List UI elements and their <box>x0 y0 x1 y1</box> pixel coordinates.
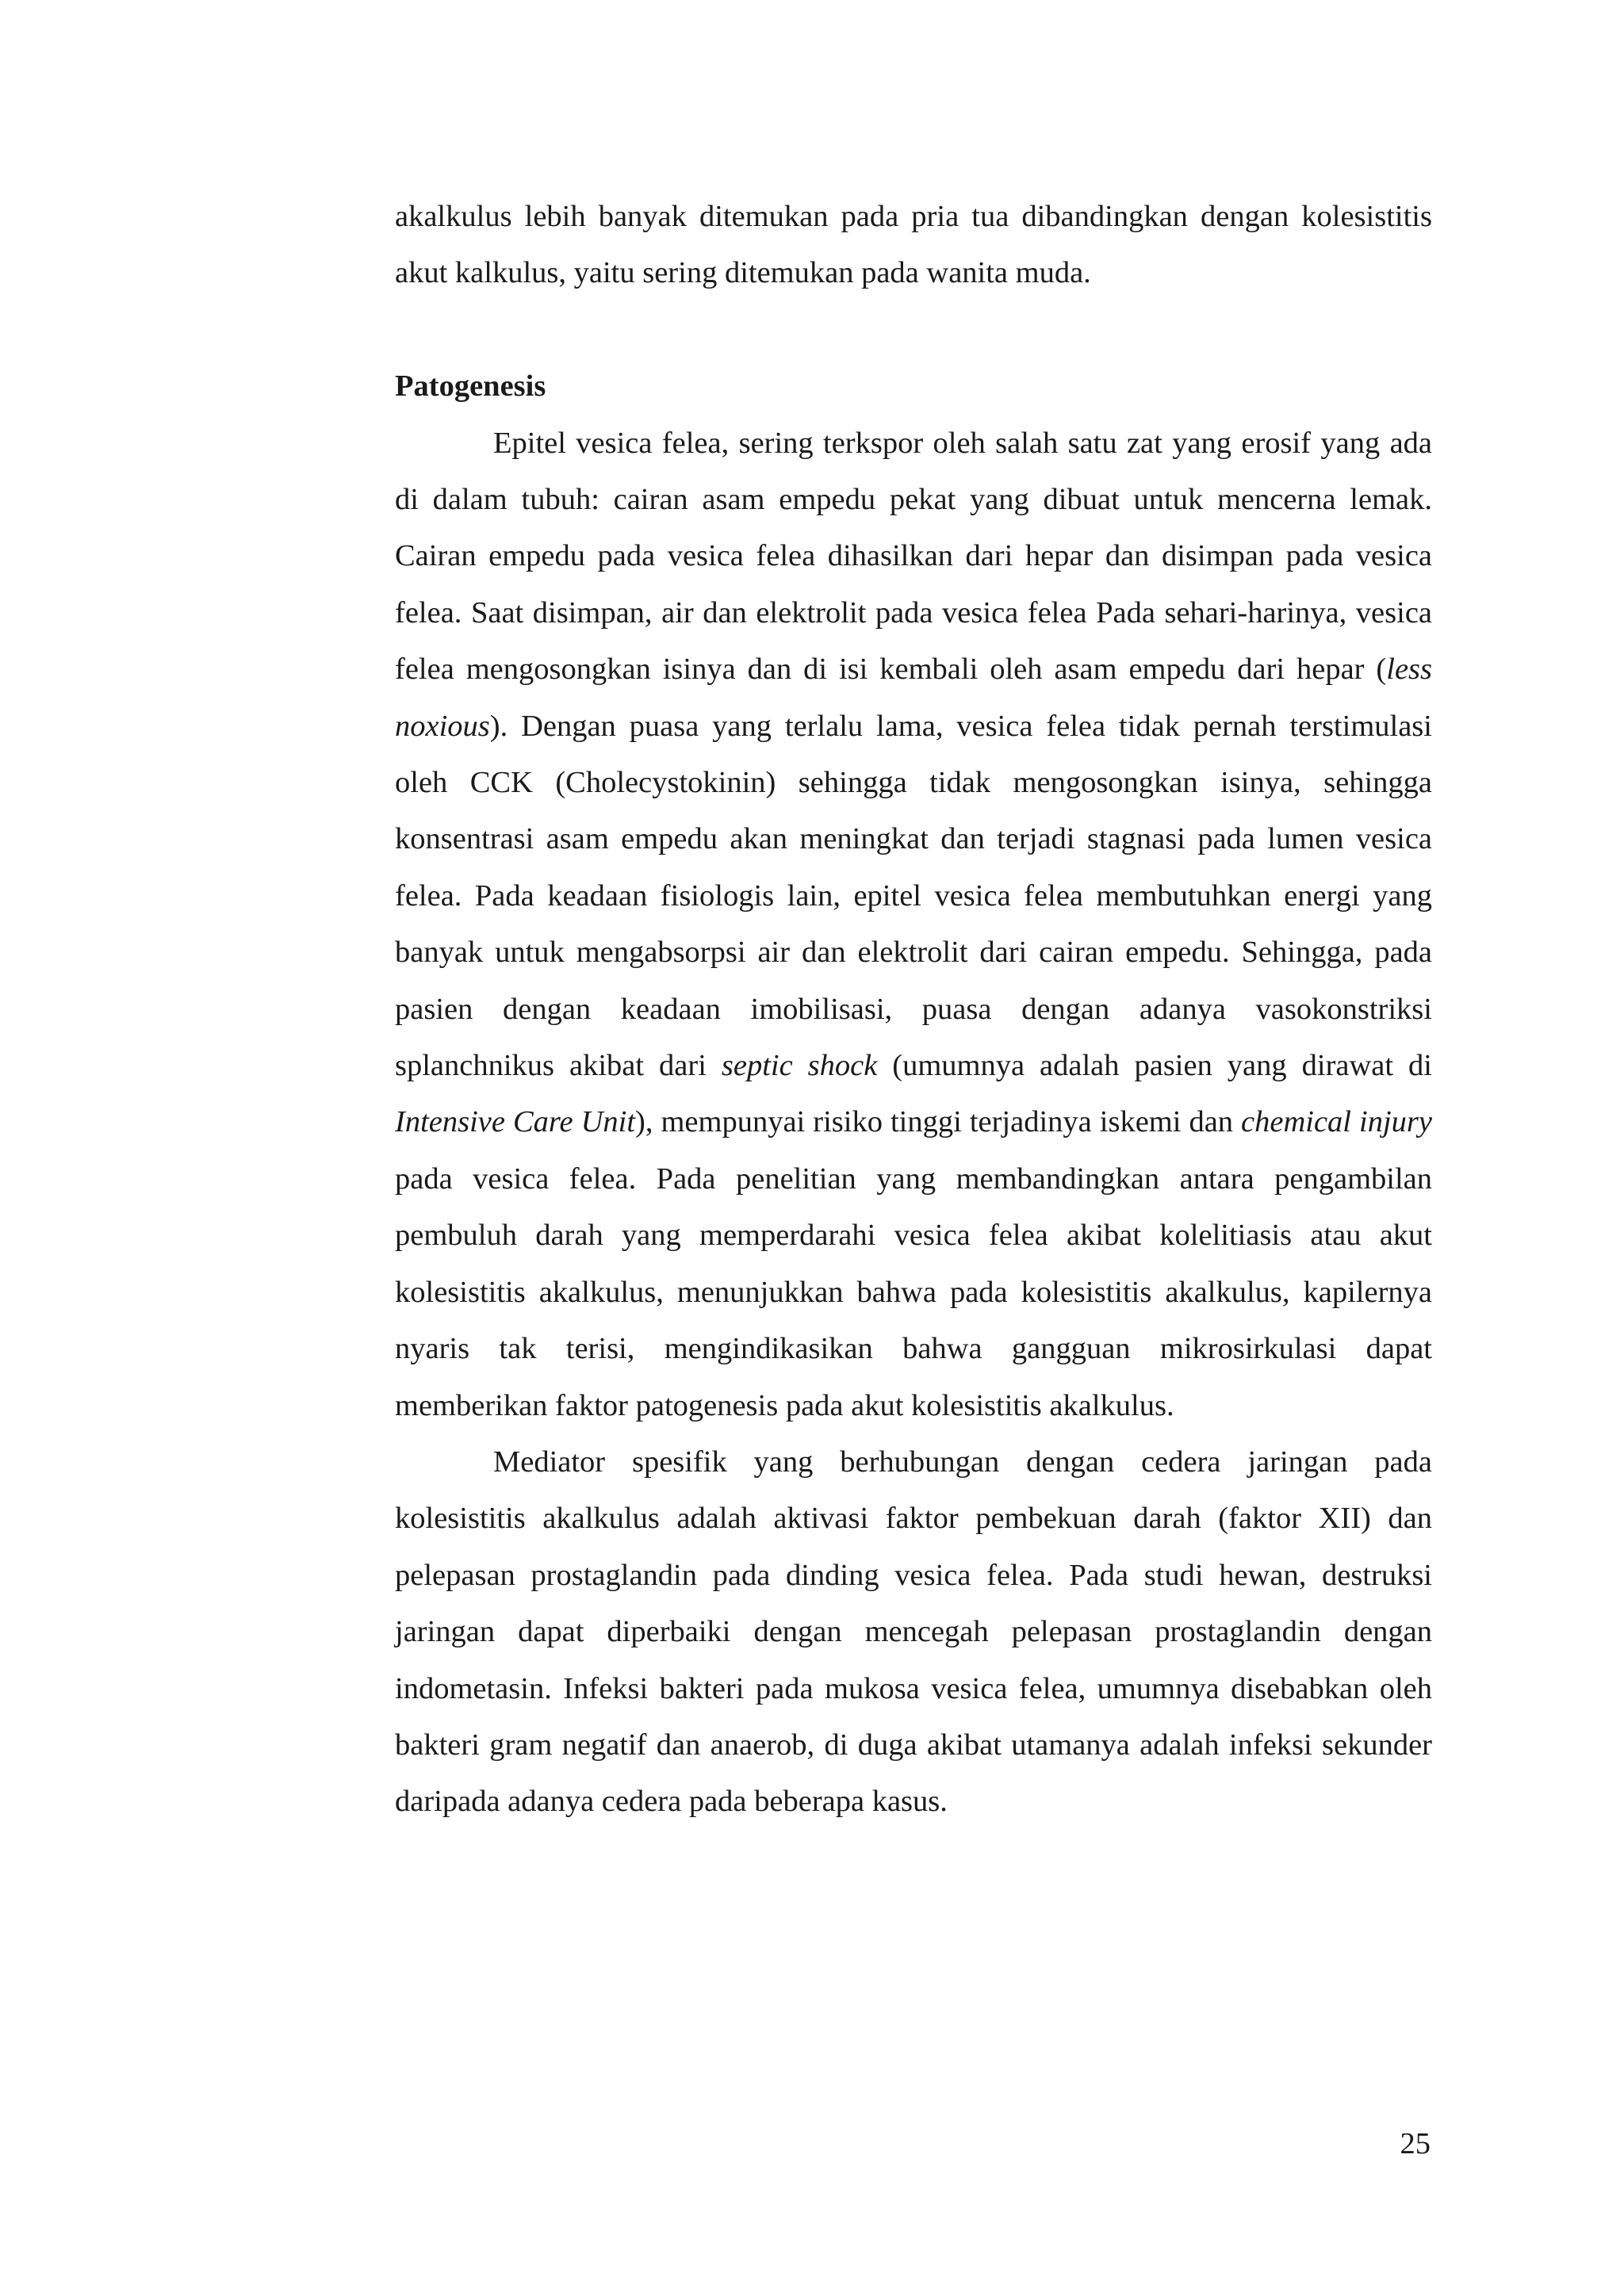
pathogenesis-paragraph-2: Mediator spesifik yang berhubungan dengan cedera jaringan pada kolesistitis akalkulus adalah aktivasi faktor pembekuan darah (faktor XII) dan pelepasan prostaglandin pada dinding vesica felea. Pada studi hewan, destruksi jaringan dapat diperbaiki dengan mencegah pelepasan prostaglandin dengan indometasin. Infeksi bakteri pada mukosa vesica felea, umumnya disebabkan oleh bakteri gram negatif dan anaerob, di duga akibat utamanya adalah infeksi sekunder daripada adanya cedera pada beberapa kasus. <box>395 1445 1432 1819</box>
paragraph-spacer <box>395 302 1432 358</box>
body-text: (umumnya adalah pasien yang dirawat di <box>877 1049 1432 1083</box>
body-text: ), mempunyai risiko tinggi terjadinya iskemi dan <box>635 1105 1242 1139</box>
italic-term: septic shock <box>721 1049 878 1083</box>
body-text: ). Dengan puasa yang terlalu lama, vesica felea tidak pernah terstimulasi oleh CCK (Cholecystokinin) sehingga tidak mengosongkan isinya, sehingga konsentrasi asam empedu akan meningkat dan terjadi stagnasi pada lumen vesica felea. Pada keadaan fisiologis lain, epitel vesica felea membutuhkan energi yang banyak untuk mengabsorpsi air dan elektrolit dari cairan empedu. Sehingga, pada pasien dengan keadaan imobilisasi, puasa dengan adanya vasokonstriksi splanchnikus akibat dari <box>395 709 1432 1083</box>
italic-term: chemical injury <box>1241 1105 1432 1139</box>
body-text: Epitel vesica felea, sering terkspor oleh salah satu zat yang erosif yang ada di dalam tubuh: cairan asam empedu pekat yang dibuat untuk mencerna lemak. Cairan empedu pada vesica felea dihasilkan dari hepar dan disimpan pada vesica felea. Saat disimpan, air dan elektrolit pada vesica felea Pada sehari-harinya, vesica felea mengosongkan isinya dan di isi kembali oleh asam empedu dari hepar ( <box>395 426 1432 687</box>
page-number: 25 <box>1400 2127 1431 2160</box>
body-text: pada vesica felea. Pada penelitian yang membandingkan antara pengambilan pembuluh darah yang memperdarahi vesica felea akibat kolelitiasis atau akut kolesistitis akalkulus, menunjukkan bahwa pada kolesistitis akalkulus, kapilernya nyaris tak terisi, mengindikasikan bahwa gangguan mikrosirkulasi dapat memberikan faktor patogenesis pada akut kolesistitis akalkulus. <box>395 1161 1432 1422</box>
pathogenesis-paragraph-1 <box>395 415 1432 1434</box>
section-heading: Patogenesis <box>395 369 546 404</box>
page-body <box>395 189 1432 1831</box>
intro-paragraph: akalkulus lebih banyak ditemukan pada pria tua dibandingkan dengan kolesistitis akut kalkulus, yaitu sering ditemukan pada wanita muda. <box>395 200 1432 290</box>
italic-term: less noxious <box>395 652 1432 743</box>
italic-term: Intensive Care Unit <box>395 1105 636 1139</box>
